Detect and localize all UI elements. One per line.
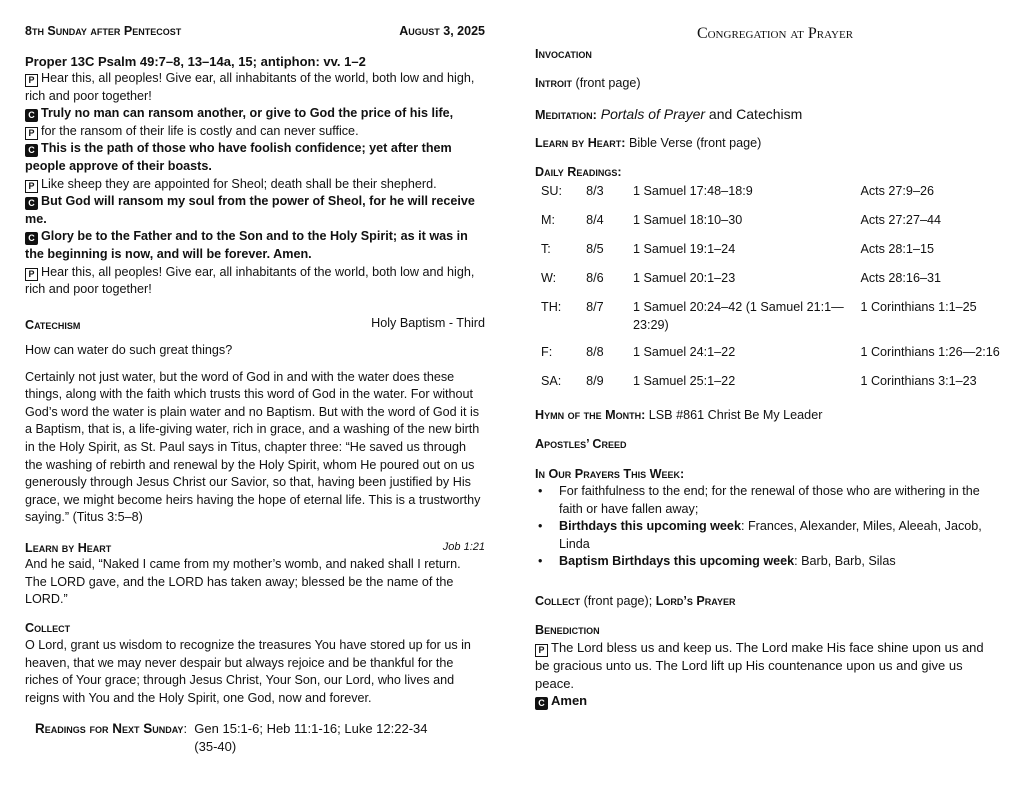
daily-ot: 1 Samuel 20:1–23 <box>632 271 736 285</box>
learn-by-heart-section <box>25 539 485 609</box>
psalm-line <box>25 264 485 299</box>
prayer-item <box>535 553 1005 571</box>
daily-reading-row <box>541 241 1016 270</box>
service-date: August 3, 2025 <box>399 24 485 38</box>
pastor-icon: P <box>25 180 38 193</box>
introit-label: Introit <box>535 76 572 90</box>
psalm-line <box>25 105 485 123</box>
daily-day: T: <box>541 242 551 256</box>
invocation-heading: Invocation <box>535 47 592 61</box>
daily-readings-table <box>541 183 1016 402</box>
collect-right-label: Collect <box>535 594 581 608</box>
daily-date: 8/6 <box>586 271 604 285</box>
psalm-title: Proper 13C Psalm 49:7–8, 13–14a, 15; antiphon: vv. 1–2 <box>25 54 366 69</box>
collect-right-line <box>535 594 735 608</box>
prayer-item <box>535 518 1005 553</box>
psalm-line <box>25 193 485 228</box>
hymn-line <box>535 408 822 422</box>
prayer-item <box>535 483 1005 518</box>
daily-day: SA: <box>541 374 562 388</box>
prayer-item-text: For faithfulness to the end; for the renewal of those who are withering in the faith or have fallen away; <box>559 484 980 516</box>
catechism-heading: Catechism <box>25 318 81 332</box>
daily-readings-heading: Daily Readings: <box>535 165 622 179</box>
collect-right-value: (front page); <box>583 594 653 608</box>
benediction-text <box>535 639 995 692</box>
prayer-item-label: Birthdays this upcoming week <box>559 519 741 534</box>
daily-nt: Acts 28:16–31 <box>860 271 941 285</box>
next-sunday-label: Readings for Next Sunday <box>35 721 184 736</box>
lords-prayer-label: Lord’s Prayer <box>655 594 736 608</box>
collect-text: O Lord, grant us wisdom to recognize the treasures You have stored up for us in heaven, that we may never despair but always rejoice and be thankful for the riches of Your grace; through Jesus Christ, Your Son, our Lord, who lives and reigns with You and the Holy Spirit, one God, now and forever. <box>25 638 471 705</box>
daily-day: F: <box>541 345 553 359</box>
learn-line <box>535 136 761 150</box>
psalm-line-text: This is the path of those who have foolish confidence; yet after them people approve of their boasts. <box>25 141 452 173</box>
learn-heading: Learn by Heart <box>25 541 112 555</box>
creed-heading: Apostles’ Creed <box>535 437 627 451</box>
next-sunday-readings <box>35 720 485 756</box>
pastor-icon: P <box>25 127 38 140</box>
daily-nt: 1 Corinthians 3:1–23 <box>860 374 977 388</box>
next-sunday-readings-text: Gen 15:1-6; Heb 11:1-16; Luke 12:22-34 <box>194 721 428 736</box>
amen-text: Amen <box>551 693 588 709</box>
catechism-topic: Holy Baptism - Third <box>371 316 485 330</box>
prayers-heading: In Our Prayers This Week: <box>535 467 685 481</box>
daily-nt: 1 Corinthians 1:26—2:16 <box>860 345 1000 359</box>
daily-reading-row <box>541 373 1016 402</box>
psalm-line-text: But God will ransom my soul from the power of Sheol, for he will receive me. <box>25 194 475 226</box>
daily-ot: 1 Samuel 18:10–30 <box>632 213 743 227</box>
prayer-item-text: : Barb, Barb, Silas <box>794 554 896 569</box>
psalm-line <box>25 123 485 141</box>
congregation-icon: C <box>25 232 38 245</box>
daily-reading-row <box>541 344 1016 373</box>
daily-ot: 1 Samuel 19:1–24 <box>632 242 736 256</box>
introit-line <box>535 76 641 90</box>
catechism-question: How can water do such great things? <box>25 343 233 357</box>
psalm-line <box>25 140 485 175</box>
congregation-icon: C <box>25 109 38 122</box>
daily-nt: Acts 28:1–15 <box>860 242 934 256</box>
daily-date: 8/3 <box>586 184 604 198</box>
daily-date: 8/8 <box>586 345 604 359</box>
next-sunday-colon: : <box>183 721 188 736</box>
daily-date: 8/7 <box>586 300 604 314</box>
daily-reading-row <box>541 183 1016 212</box>
daily-date: 8/5 <box>586 242 604 256</box>
daily-reading-row <box>541 270 1016 299</box>
daily-ot: 1 Samuel 17:48–18:9 <box>632 184 753 198</box>
daily-reading-row <box>541 299 1016 344</box>
daily-day: TH: <box>541 300 562 314</box>
daily-day: SU: <box>541 184 562 198</box>
page-header <box>25 24 485 38</box>
pastor-icon: P <box>25 268 38 281</box>
psalm-line <box>25 176 485 194</box>
daily-reading-row <box>541 212 1016 241</box>
next-sunday-readings-cont: (35-40) <box>194 739 237 754</box>
pastor-icon: P <box>535 644 548 657</box>
hymn-label: Hymn of the Month: <box>535 408 646 422</box>
psalm-line <box>25 228 485 263</box>
daily-date: 8/9 <box>586 374 604 388</box>
psalm-line-text: for the ransom of their life is costly and can never suffice. <box>41 123 359 138</box>
benediction-body: The Lord bless us and keep us. The Lord make His face shine upon us and be gracious unto us. The Lord lift up His countenance upon us and give us peace. <box>535 640 984 691</box>
meditation-line <box>535 106 802 122</box>
daily-ot: 1 Samuel 20:24–42 (1 Samuel 21:1—23:29) <box>632 300 844 332</box>
catechism-header <box>25 316 485 334</box>
prayers-list <box>535 483 1005 571</box>
daily-day: M: <box>541 213 555 227</box>
congregation-icon: C <box>25 197 38 210</box>
meditation-portals: Portals of Prayer <box>600 106 706 122</box>
psalm-line-text: Truly no man can ransom another, or give to God the price of his life, <box>41 106 454 121</box>
introit-value: (front page) <box>575 76 641 90</box>
psalm-line-text: Hear this, all peoples! Give ear, all inhabitants of the world, both low and high, rich and poor together! <box>25 71 475 103</box>
psalm-lines <box>25 70 485 299</box>
meditation-rest: and Catechism <box>708 106 803 122</box>
meditation-label: Meditation: <box>535 108 597 122</box>
sunday-title: 8th Sunday after Pentecost <box>25 24 182 38</box>
catechism-section <box>25 316 485 527</box>
daily-ot: 1 Samuel 25:1–22 <box>632 374 736 388</box>
psalm-line-text: Glory be to the Father and to the Son and to the Holy Spirit; as it was in the beginning is now, and will be forever. Amen. <box>25 229 468 261</box>
daily-nt: 1 Corinthians 1:1–25 <box>860 300 977 314</box>
psalm-line <box>25 70 485 105</box>
learn-right-value: Bible Verse (front page) <box>628 136 762 150</box>
learn-text: And he said, “Naked I came from my mother’s womb, and naked shall I return. The LORD gave, and the LORD has taken away; blessed be the name of the LORD.” <box>25 557 461 607</box>
daily-day: W: <box>541 271 557 285</box>
benediction-heading: Benediction <box>535 623 600 637</box>
learn-right-label: Learn by Heart: <box>535 136 626 150</box>
hymn-value: LSB #861 Christ Be My Leader <box>648 408 823 422</box>
congregation-icon: C <box>535 697 548 710</box>
amen-line <box>535 692 995 710</box>
benediction-section <box>535 622 995 710</box>
daily-date: 8/4 <box>586 213 604 227</box>
collect-section <box>25 620 485 707</box>
learn-header <box>25 539 485 556</box>
pastor-icon: P <box>25 74 38 87</box>
prayer-item-text: : Frances, Alexander, Miles, Aleeah, Jacob, Linda <box>559 519 982 551</box>
prayers-section <box>535 466 1005 571</box>
catechism-answer: Certainly not just water, but the word of God in and with the water does these things, along with the faith which trusts this word of God in the water. For without God’s word the water is plain water and no Baptism. But with the word of God it is a Baptism, that is, a life-giving water, rich in grace, and a washing of the new birth in the Holy Spirit, as St. Paul says in Titus, chapter three: “He saved us through the washing of rebirth and renewal by the Holy Spirit, whom He poured out on us generously through Jesus Christ our Savior, so that, having been justified by His grace, we might become heirs having the hope of eternal life. This is a trustworthy saying.” (Titus 3:5–8) <box>25 369 481 525</box>
collect-heading: Collect <box>25 621 71 635</box>
congregation-title: Congregation at Prayer <box>696 25 854 42</box>
psalm-line-text: Hear this, all peoples! Give ear, all inhabitants of the world, both low and high, rich and poor together! <box>25 264 475 297</box>
daily-nt: Acts 27:27–44 <box>860 213 941 227</box>
learn-reference: Job 1:21 <box>442 541 485 553</box>
psalm-section <box>25 53 485 299</box>
daily-nt: Acts 27:9–26 <box>860 184 934 198</box>
psalm-line-text: Like sheep they are appointed for Sheol; death shall be their shepherd. <box>41 176 437 191</box>
congregation-icon: C <box>25 144 38 157</box>
prayer-item-label: Baptism Birthdays this upcoming week <box>559 554 795 569</box>
daily-ot: 1 Samuel 24:1–22 <box>632 345 736 359</box>
